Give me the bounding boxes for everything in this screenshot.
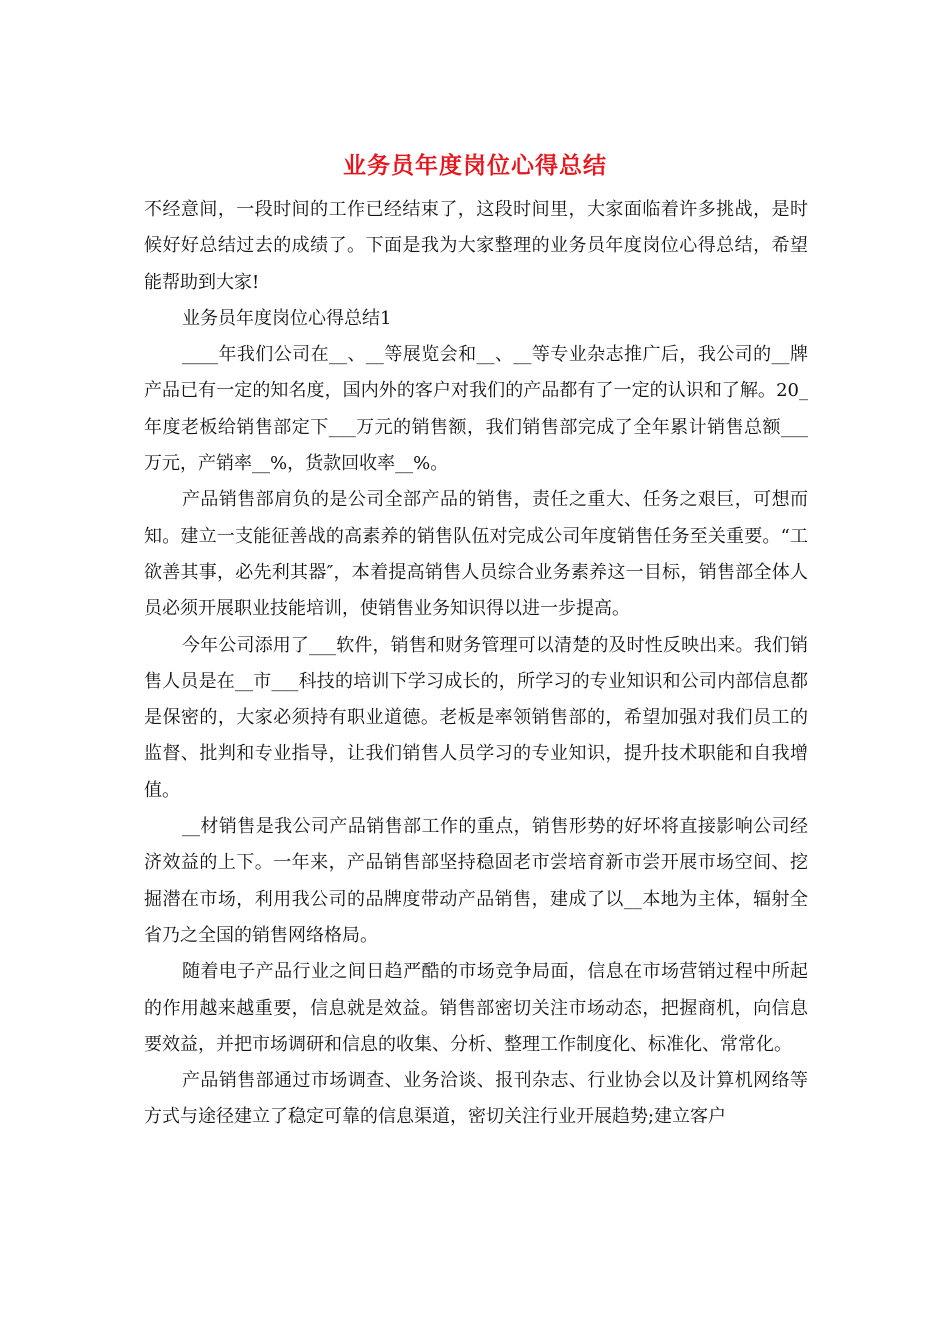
body-paragraph: 产品销售部肩负的是公司全部产品的销售，责任之重大、任务之艰巨，可想而知。建立一支能征善战的高素养的销售队伍对完成公司年度销售任务至关重要。“工欲善其事，必先利其器″，本着提高销售人员综合业务素养这一目标，销售部全体人员必须开展职业技能培训，使销售业务知识得以进一步提高。 <box>144 489 808 620</box>
intro-paragraph: 不经意间，一段时间的工作已经结束了，这段时间里，大家面临着许多挑战，是时候好好总结过去的成绩了。下面是我为大家整理的业务员年度岗位心得总结，希望能帮助到大家! <box>144 199 808 293</box>
section-heading: 业务员年度岗位心得总结1 <box>182 307 392 329</box>
body-paragraph: __材销售是我公司产品销售部工作的重点，销售形势的好坏将直接影响公司经济效益的上下。一年来，产品销售部坚持稳固老市尝培育新市尝开展市场空间、挖掘潜在市场，利用我公司的品牌度带动产品销售，建成了以__本地为主体，辐射全省乃之全国的销售网络格局。 <box>144 816 808 946</box>
body-paragraph: 今年公司添用了___软件，销售和财务管理可以清楚的及时性反映出来。我们销售人员是在__市___科技的培训下学习成长的，所学习的专业知识和公司内部信息都是保密的，大家必须持有职业道德。老板是率领销售部的，希望加强对我们员工的监督、批判和专业指导，让我们销售人员学习的专业知识，提升技术职能和自我增值。 <box>144 634 808 801</box>
document-body <box>144 192 808 1136</box>
document-title: 业务员年度岗位心得总结 <box>343 152 607 179</box>
body-paragraph: 随着电子产品行业之间日趋严酷的市场竞争局面，信息在市场营销过程中所起的作用越来越重要，信息就是效益。销售部密切关注市场动态，把握商机，向信息要效益，并把市场调研和信息的收集、分析、整理工作制度化、标准化、常常化。 <box>144 961 808 1055</box>
body-paragraph: ____年我们公司在__、__等展览会和__、__等专业杂志推广后，我公司的__牌产品已有一定的知名度，国内外的客户对我们的产品都有了一定的认识和了解。20_年度老板给销售部定下___万元的销售额，我们销售部完成了全年累计销售总额___万元，产销率__%，货款回收率__%。 <box>144 344 808 475</box>
body-paragraph: 产品销售部通过市场调查、业务洽谈、报刊杂志、行业协会以及计算机网络等方式与途径建立了稳定可靠的信息渠道，密切关注行业开展趋势;建立客户 <box>144 1070 808 1128</box>
